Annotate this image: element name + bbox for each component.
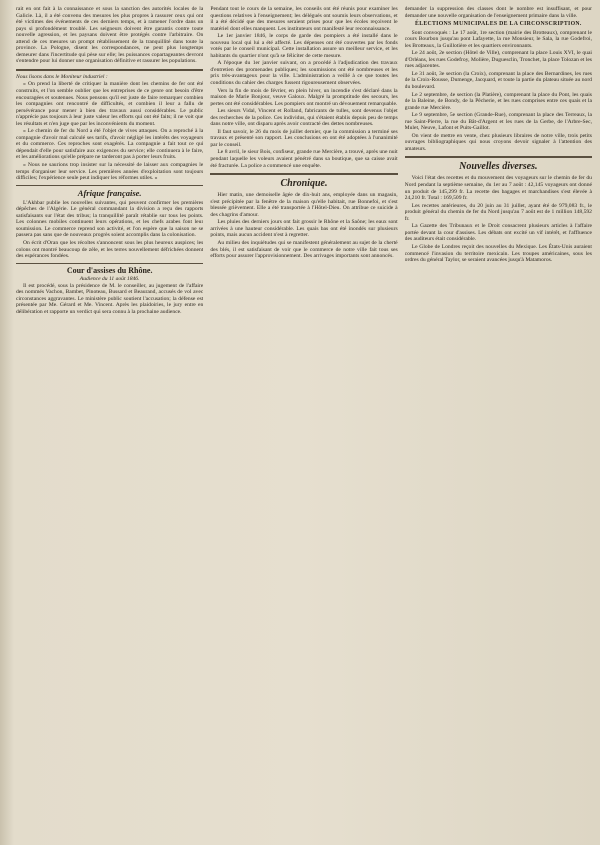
- article-text: On vient de mettre en vente, chez plusieurs libraires de notre ville, trois petits ouvrages bibliographiques qui nous croyons devoir signaler à l'attention des amateurs.: [404, 132, 592, 152]
- article-text: Il faut savoir, le 26 du mois de juillet dernier, que la commission a terminé ses travaux et présenté son rapport. Les conclusions en ont été adoptées à l'unanimité par le conseil.: [210, 128, 398, 148]
- article-text: Sont convoqués : Le 17 août, 1re section (mairie des Brotteaux), comprenant le cours Bourbon jusqu'au pont Lafayette, la rue Monsieur, le Sala, la rue Godefroi, les Brotteaux, la Guillotière et les quartiers environnants.: [404, 29, 592, 49]
- section-heading-nouvelles: Nouvelles diverses.: [459, 161, 538, 173]
- article-text: « Le chemin de fer du Nord a été l'objet de vives attaques. On a reproché à la compagnie d'avoir mal calculé ses tarifs, d'avoir négligé les intérêts des voyageurs et du commerce. Ces reproches sont exagérés. La compagnie a fait tout ce qui dépendait d'elle pour satisfaire aux exigences du service; elle continuera à le faire, et les améliorations qu'elle prépare ne tarderont pas à porter leurs fruits.: [16, 128, 204, 161]
- article-text: On écrit d'Oran que les récoltes s'annoncent sous les plus heureux auspices; les colons ont montré beaucoup de zèle, et les terres nouvellement défrichées donnent des espérances fondées.: [16, 239, 204, 260]
- article-text: Vers la fin de mois de février, en plein hiver, un incendie s'est déclaré dans la maison de Marie Bonjour, veuve Galoux. Malgré la promptitude des secours, les pertes ont été considérables. Les pompiers ont montré un dévouement remarquable.: [210, 87, 398, 107]
- feuilleton-intro: Nous lisons dans le Moniteur industriel :: [16, 73, 108, 80]
- article-text: Les sieurs Vidal, Vincent et Rolland, fabricants de tulles, sont devenus l'objet des recherches de la police. Ces individus, qui s'étaient établis depuis peu de temps dans notre ville, ont disparu après avoir contracté des dettes nombreuses.: [210, 108, 398, 128]
- column-3: [405, 6, 592, 841]
- article-text: Au milieu des inquiétudes qui se manifestent généralement au sujet de la cherté des blés, il est satisfaisant de voir que le commerce de notre ville fait tous ses efforts pour assurer l'approvisionnement. Des arrivages importants sont annoncés.: [210, 239, 398, 260]
- article-text: Le 8 avril, le sieur Bois, confiseur, grande rue Mercière, a trouvé, après une nuit pendant laquelle les voleurs avaient pénétré dans sa boutique, que sa caisse avait été fracturée. La police a commencé une enquête.: [210, 149, 398, 169]
- article-text: Le 2 septembre, 4e section (la Platière), comprenant la place du Pont, les quais de la Baleine, de Bondy, de la Pêcherie, et les rues comprises entre ces quais et la grande rue Mercière.: [404, 91, 592, 111]
- section-subheading: Audience du 11 août 1846.: [79, 275, 140, 282]
- divider: [16, 69, 203, 71]
- section-title: ÉLECTIONS MUNICIPALES DE LA CIRCONSCRIPTION.: [415, 21, 582, 28]
- section-heading-afrique: Afrique française.: [77, 187, 142, 198]
- article-text: L'Akhbar publie les nouvelles suivantes, qui peuvent confirmer les premières dépêches de l'Algérie. Le général commandant la division a reçu des rapports satisfaisants sur l'état des tribus; la tranquillité paraît rétablie sur tous les points. Les colonnes mobiles continuent leurs opérations, et les chefs arabes font leur soumission. Le commerce reprend son activité, et l'on espère que la saison ne se passera pas sans que de nouveaux progrès soient accomplis dans la colonisation.: [16, 199, 204, 239]
- article-text: Le 24 août, 2e section (Hôtel de Ville), comprenant la place Louis XVI, le quai d'Orléans, les rues Godefroy, Molière, Duguesclin, Tronchet, la place Tolozan et les rues adjacentes.: [404, 50, 592, 70]
- divider: [405, 156, 592, 158]
- article-text: « Nous ne saurions trop insister sur la nécessité de laisser aux compagnies le temps d'organiser leur service. Les premières années d'exploitation sont toujours difficiles; l'expérience seule peut indiquer les réformes utiles. »: [16, 162, 204, 182]
- article-text: Voici l'état des recettes et du mouvement des voyageurs sur le chemin de fer du Nord pendant la septième semaine, du 1er au 7 août : 42,145 voyageurs ont donné un produit de 145,299 fr. La recette des bagages et marchandises s'est élevée à 24,210 fr. Total : 169,509 fr.: [404, 175, 592, 202]
- article-text: A l'époque du 1er janvier suivant, on a procédé à l'adjudication des travaux d'entretien des promenades publiques; les soumissions ont été nombreuses et les prix très-avantageux pour la ville. L'administration a veillé à ce que toutes les conditions du cahier des charges fussent rigoureusement observées.: [210, 60, 398, 87]
- divider: [16, 185, 203, 186]
- section-heading-chronique: Chronique.: [280, 178, 328, 190]
- article-text: Il est procédé, sous la présidence de M. le conseiller, au jugement de l'affaire des nommés Vachon, Bambet, Pinoteau, Bussard et Beaurand, accusés de vol avec circonstances aggravantes. Le ministère public soutient l'accusation; la défense est présentée par Me. Gérard et Me. Vincent. Après les plaidoiries, le jury entre en délibération et rapporte un verdict qui sera connu à la prochaine audience.: [16, 282, 204, 315]
- article-text: « On prend la liberté de critiquer la manière dont les chemins de fer ont été construits, et l'on semble oublier que les entreprises de ce genre ont besoin d'être encouragées et soutenues. Nous pensons qu'il est juste de faire remarquer combien les compagnies ont rencontré de difficultés, et combien il leur a fallu de persévérance pour mener à bien des travaux aussi considérables. Le public n'apprécie pas toujours à leur juste valeur les efforts qui ont été faits; il ne voit que les résultats et n'en juge que par les inconvénients du moment.: [16, 81, 204, 127]
- divider: [210, 173, 397, 175]
- column-2: [210, 6, 397, 841]
- article-text: Le Globe de Londres reçoit des nouvelles du Mexique. Les États-Unis auraient commencé l'invasion du territoire mexicain. Les troupes américaines, sous les ordres du général Taylor, se seraient avancées jusqu'à Matamoros.: [404, 243, 592, 264]
- article-text: Les recettes antérieures, du 20 juin au 31 juillet, ayant été de 979,083 fr., le produit général du chemin de fer du Nord jusqu'au 7 août est de 1 million 148,592 fr.: [404, 202, 592, 222]
- section-heading-cour: Cour d'assises du Rhône.: [66, 265, 153, 275]
- column-1: [16, 6, 203, 841]
- article-text: Pendant tout le cours de la semaine, les conseils ont été réunis pour examiner les questions relatives à l'enseignement; les délégués ont soumis leurs observations, et il a été décidé que des mesures seraient prises pour que les écoles reçoivent le matériel dont elles manquent. Les instituteurs ont manifesté leur reconnaissance.: [210, 6, 398, 32]
- article-text: Le 1er janvier 1846, le corps de garde des pompiers a été installé dans le nouveau local qui lui a été affecté. Les dépenses ont été couvertes par les fonds votés par le conseil municipal. Cette installation assure un meilleur service, et les habitants du quartier n'ont qu'à se féliciter de cette mesure.: [210, 33, 398, 59]
- article-text: rait en ont fait à la connaissance et sous la sanction des autorités locales de la Galicie. Là, il a été convenu des mesures les plus propres à rassurer ceux qui ont été victimes des événements de ces derniers temps, et à ramener l'ordre dans un pays si profondément troublé. Les seigneurs doivent être garantis contre toute nouvelle agression, et les paysans doivent être protégés contre l'arbitraire. On attend de ces mesures un prompt rétablissement de la tranquillité dans toute la province. La Pologne, disent les correspondances, ne peut plus longtemps demeurer dans l'incertitude qui pèse sur elle; les puissances copartageantes devront s'entendre pour lui donner une organisation définitive et rassurer les populations.: [16, 6, 204, 65]
- article-text: Hier matin, une demoiselle âgée de dix-huit ans, employée dans un magasin, s'est précipitée par la fenêtre de la maison qu'elle habitait, rue Bonnefoi, et s'est blessée grièvement. Elle a été transportée à l'Hôtel-Dieu. On attribue ce suicide à des chagrins d'amour.: [210, 192, 398, 218]
- divider: [16, 263, 203, 264]
- article-text: Le 31 août, 3e section (la Croix), comprenant la place des Bernardines, les rues de la Croix-Rousse, Dumenge, Jacquard, et toute la partie du plateau située au nord du boulevard.: [404, 70, 592, 91]
- article-text: Le 9 septembre, 5e section (Grande-Rue), comprenant la place des Terreaux, la rue Saint-Pierre, la rue du Bât-d'Argent et les rues de la Gerbe, de l'Arbre-Sec, Mulet, Neuve, Lafont et Puits-Gaillot.: [404, 112, 592, 132]
- article-text: La Gazette des Tribunaux et le Droit consacrent plusieurs articles à l'affaire portée devant la cour d'assises. Les débats ont excité un vif intérêt, et l'affluence des auditeurs était considérable.: [404, 223, 592, 243]
- article-text: Les pluies des derniers jours ont fait grossir le Rhône et la Saône; les eaux sont arrivées à une hauteur considérable. Les quais bas ont été inondés sur plusieurs points, mais aucun accident n'est à regretter.: [210, 219, 398, 239]
- article-text: demander la suppression des classes dont le nombre est insuffisant, et pour demander une nouvelle organisation de l'enseignement primaire dans la ville.: [404, 6, 592, 19]
